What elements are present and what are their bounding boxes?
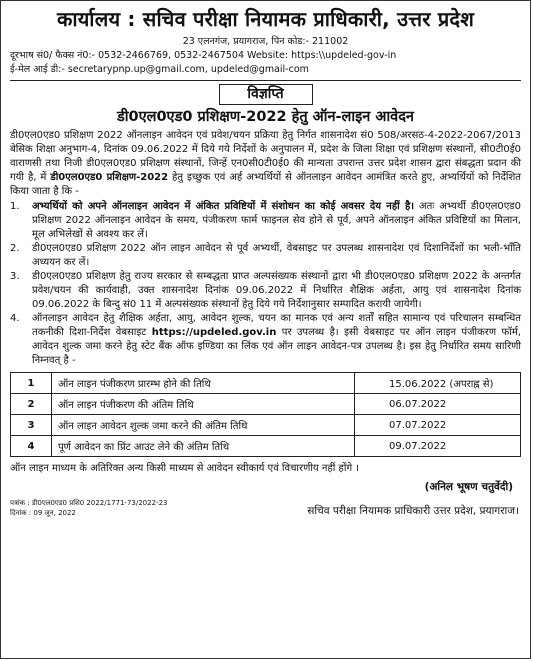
table-row	[11, 394, 521, 415]
row-date: 07.07.2022	[355, 415, 521, 436]
header-divider	[10, 80, 521, 81]
instruction-number: 1.	[10, 201, 20, 212]
reference-date: दिनांक : 09 जून, 2022	[10, 509, 76, 517]
instruction-list	[10, 200, 521, 368]
instruction-text	[32, 242, 521, 270]
row-date: 09.07.2022	[355, 436, 521, 457]
row-event: ऑन लाइन आवेदन शुल्क जमा करने की अंतिम तिथि	[52, 415, 355, 436]
intro-text-2: हेतु इच्छुक एवं अर्ह अभ्यर्थियों से ऑनलाइन आवेदन आमंत्रित करते हुए, अभ्यर्थियों को निर्देशित किया जाता है कि -	[10, 172, 522, 197]
row-number: 2	[11, 394, 52, 415]
instruction-item	[10, 312, 521, 368]
instruction-body-text: पर उपलब्ध है। इसी वेबसाइट पर ऑन लाइन पंजीकरण फॉर्म, आवेदन शुल्क जमा करने हेतु स्टेट बैंक ऑफ इण्डिया का लिंक एवं ऑन लाइन आवेदन-पत्र उपलब्ध है। इस हेतु निर्धारित समय सारिणी निम्नवत् है -	[32, 327, 522, 366]
signatory-designation: सचिव परीक्षा नियामक प्राधिकारी उत्तर प्रदेश, प्रयागराज।	[307, 505, 519, 517]
instruction-body-text: डी0एल0एड0 प्रशिक्षण 2022 ऑन लाइन आवेदन से पूर्व अभ्यर्थी, वेबसाइट पर उपलब्ध शासनादेश एवं दिशानिर्देशों का भली-भाँति अध्ययन कर लें।	[32, 243, 521, 268]
instruction-body-text: ऑनलाइन आवेदन हेतु शैक्षिक अर्हता, आयु, आवेदन शुल्क, चयन का मानक एवं अन्य शर्तों सहित सामान्य एवं परिचालन सम्बन्धित तकनीकी दिशा-निर्देश वेबसाइट	[32, 313, 521, 338]
schedule-table	[10, 372, 521, 457]
row-number: 3	[11, 415, 52, 436]
row-number: 4	[11, 436, 52, 457]
row-date: 06.07.2022	[355, 394, 521, 415]
contact-email	[10, 63, 521, 77]
row-number: 1	[11, 373, 52, 394]
instruction-number: 3.	[10, 271, 20, 282]
email-label: ई-मेल आई डी:-	[10, 64, 68, 75]
row-event: ऑन लाइन पंजीकरण की अंतिम तिथि	[52, 394, 355, 415]
table-row	[11, 415, 521, 436]
instruction-text	[32, 200, 521, 242]
signatory-name: (अनिल भूषण चतुर्वेदी)	[424, 481, 513, 493]
contact-phone-website: दूरभाष सं0/ फैक्स नं0:- 0532-2466769, 0532-2467504 Website: https:\\updeled-gov-in	[10, 50, 397, 61]
instruction-number: 2.	[10, 243, 20, 254]
table-row	[11, 373, 521, 394]
instruction-bold-text: अभ्यर्थियों को अपने ऑनलाइन आवेदन में अंकित प्रविष्टियों में संशोधन का कोई अवसर देय नहीं है।	[32, 201, 415, 212]
table-row	[11, 436, 521, 457]
row-date: 15.06.2022 (अपराह्न से)	[355, 373, 521, 394]
instruction-text	[32, 270, 521, 312]
email-value: secretarypnp.up@gmail.com, updeled@gmail-com	[67, 64, 309, 75]
row-event: पूर्ण आवेदन का प्रिंट आउट लेने की अंतिम तिथि	[52, 436, 355, 457]
reference-number: पत्रांक : डी0एल0एड0 प्रशि0 2022/1771-73/2022-23	[10, 499, 168, 507]
instruction-item	[10, 200, 521, 242]
office-title: कार्यालय : सचिव परीक्षा नियामक प्राधिकारी, उत्तर प्रदेश	[56, 7, 475, 31]
instruction-item	[10, 242, 521, 270]
instruction-item	[10, 270, 521, 312]
notice-subject: डी0एल0एड0 प्रशिक्षण-2022 हेतु ऑन-लाइन आवेदन	[117, 109, 414, 125]
closing-note: ऑन लाइन माध्यम के अतिरिक्त अन्य किसी माध्यम से आवेदन स्वीकार्य एवं विचारणीय नहीं होंगे ।	[10, 463, 360, 474]
intro-text-1: डी0एल0एड0 प्रशिक्षण 2022 ऑनलाइन आवेदन एवं प्रवेश/चयन प्रक्रिया हेतु निर्गत शासनादेश सं0 508/अरसठ-4-2022-2067/2013 बेसिक शिक्षा अनुभाग-4, दिनांक 09.06.2022 में दिये गये निर्देशों के अनुपालन में, प्रदेश के जिला शिक्षा एवं प्रशिक्षण संस्थानों, सी0टी0ई0 वाराणसी तथा निजी डी0एल0एड0 प्रशिक्षण संस्थानों, जिन्हें एन0सी0टी0ई0 की मान्यता उपरान्त उत्तर प्रदेश शासन द्वारा संबद्धता प्रदान की गयी है, में	[10, 130, 521, 183]
instruction-number: 4.	[10, 313, 20, 324]
reference-block	[10, 498, 167, 518]
instruction-text	[32, 312, 521, 368]
intro-paragraph	[10, 129, 521, 199]
instruction-body-text: डी0एल0एड0 प्रशिक्षण हेतु राज्य सरकार से सम्बद्धता प्राप्त अल्पसंख्यक संस्थानों द्वारा भी डी0एल0एड0 प्रशिक्षण 2022 के अन्तर्गत प्रवेश/चयन की कार्यवाही, उक्त शासनादेश दिनांक 09.06.2022 में निर्धारित शैक्षिक अर्हता, आयु एवं शासनादेश दिनांक 09.06.2022 के बिन्दु सं0 11 में अल्पसंख्यक संस्थानों हेतु दिये गये निर्देशानुसार सम्पादित करायी जायेगी।	[32, 271, 521, 310]
row-event: ऑन लाइन पंजीकरण प्रारम्भ होने की तिथि	[52, 373, 355, 394]
office-address: 23 एलनगंज, प्रयागराज, पिन कोड:- 211002	[182, 36, 349, 47]
intro-bold: डी0एल0एड0 प्रशिक्षण-2022	[50, 172, 169, 183]
notice-label: विज्ञप्ति	[219, 84, 313, 105]
instruction-body-text: अतः अभ्यर्थी डी0एल0एड0 प्रशिक्षण 2022 ऑनलाइन आवेदन के समय, पंजीकरण फार्म फाइनल सेव होने से पूर्व, अपने ऑनलाइन अंकित प्रविष्टियों का मिलान, मूल अभिलेखों से अवश्य कर लें।	[32, 201, 521, 240]
website-url: https://updeled.gov.in	[151, 327, 277, 338]
footer	[10, 498, 521, 518]
